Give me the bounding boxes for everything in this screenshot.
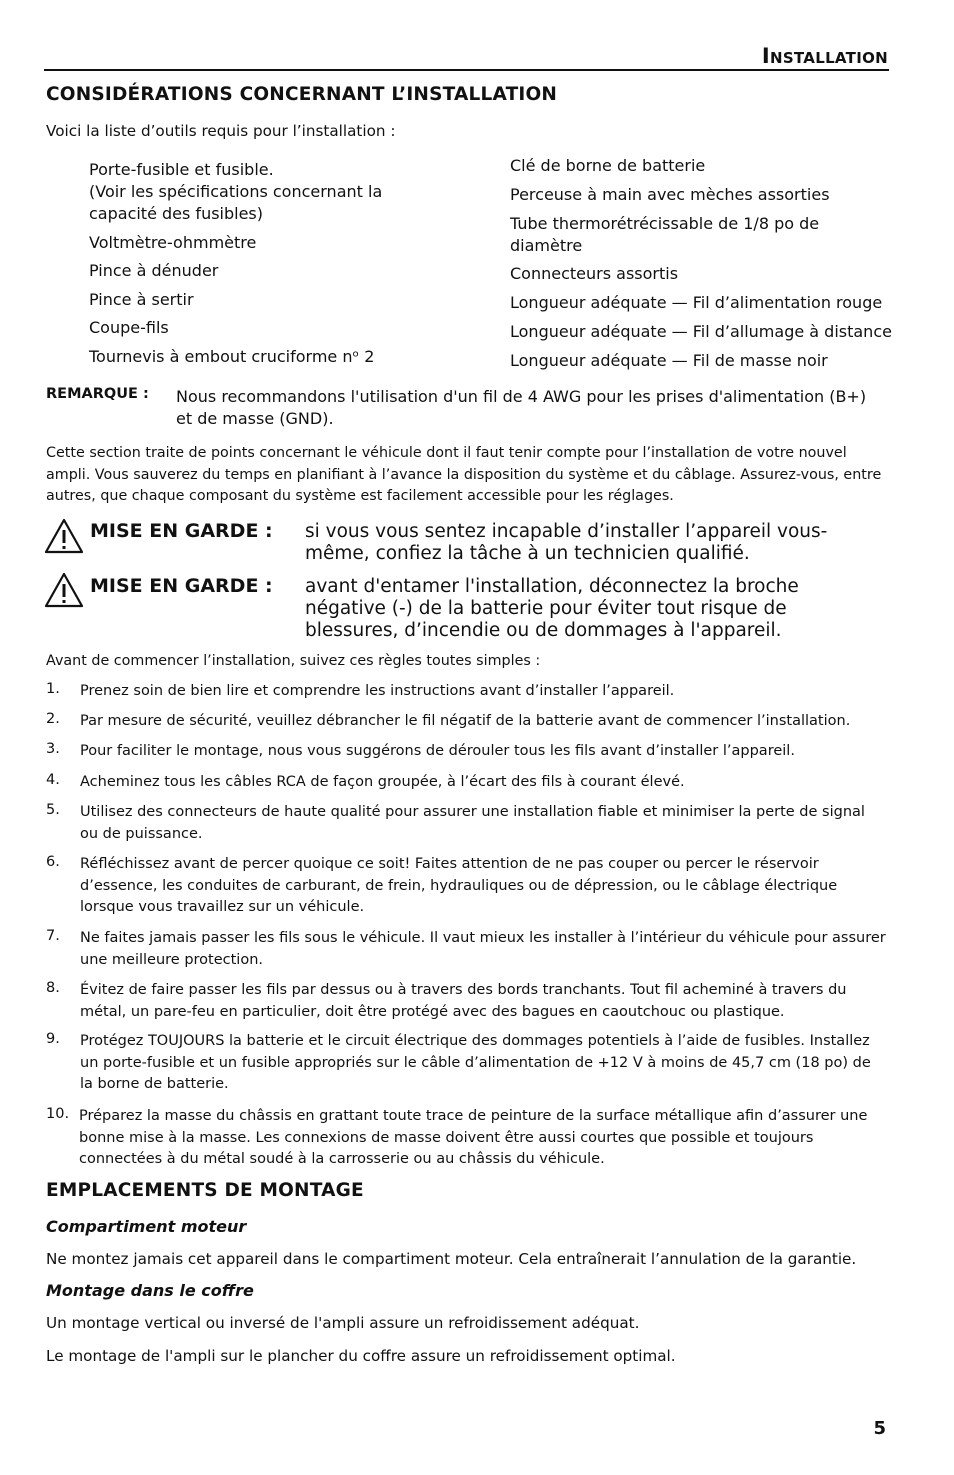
tool-item: Longueur adéquate — Fil d’allumage à distance (510, 321, 892, 341)
warning-icon (44, 572, 84, 608)
tool-item: Voltmètre-ohmmètre (89, 232, 257, 252)
mounting-heading: EMPLACEMENTS DE MONTAGE (46, 1180, 364, 1201)
tool-item: Coupe-fils (89, 318, 169, 337)
rule-number: 7. (46, 928, 60, 944)
header-rule (44, 69, 889, 71)
rules-intro: Avant de commencer l’installation, suivez ces règles toutes simples : (46, 653, 541, 669)
rule-number: 1. (46, 681, 60, 697)
warning-text: si vous vous sentez incapable d’installer l’appareil vous-même, confiez la tâche à un technicien qualifié. (305, 521, 828, 564)
tool-item: Tube thermorétrécissable de 1/8 po de diamètre (510, 213, 820, 255)
trunk-subheading: Montage dans le coffre (46, 1281, 254, 1300)
rule-text: Ne faites jamais passer les fils sous le véhicule. Il vaut mieux les installer à l’intérieur du véhicule pour assurer une meilleure protection. (80, 930, 886, 968)
section-description: Cette section traite de points concernant le véhicule dont il faut tenir compte pour l’installation de votre nouvel ampli. Vous sauverez du temps en planifiant à l’avance la disposition du système et du câblage. Assurez-vous, entre autres, que chaque composant du système est facilement accessible pour les réglages. (46, 445, 882, 504)
rule-number: 9. (46, 1031, 60, 1047)
tool-item: Tournevis à embout cruciforme nᵒ 2 (89, 346, 375, 366)
rule-number: 4. (46, 772, 60, 788)
rule-number: 3. (46, 741, 60, 757)
tool-item: Clé de borne de batterie (510, 156, 706, 175)
rule-number: 10. (46, 1106, 70, 1122)
rule-number: 5. (46, 802, 60, 818)
warning-label: MISE EN GARDE : (90, 575, 273, 597)
tools-list-right (510, 155, 900, 379)
rule-text: Préparez la masse du châssis en grattant toute trace de peinture de la surface métallique afin d’assurer une bonne mise à la masse. Les connexions de masse doivent être aussi courtes que possible et toujours connectées à du métal soudé à la carrosserie ou au châssis du véhicule. (79, 1108, 868, 1168)
tools-list-left (89, 159, 449, 374)
warning-icon (44, 518, 84, 554)
considerations-heading: CONSIDÉRATIONS CONCERNANT L’INSTALLATION (46, 84, 558, 105)
engine-text: Ne montez jamais cet appareil dans le compartiment moteur. Cela entraînerait l’annulation de la garantie. (46, 1250, 857, 1268)
tool-item: Longueur adéquate — Fil de masse noir (510, 350, 828, 370)
section-title: Installation (761, 44, 888, 68)
page-number: 5 (873, 1418, 886, 1439)
tool-item: Porte-fusible et fusible. (Voir les spécifications concernant la capacité des fusibles) (89, 160, 383, 223)
rule-text: Par mesure de sécurité, veuillez débrancher le fil négatif de la batterie avant de commencer l’installation. (80, 713, 851, 729)
rule-text: Prenez soin de bien lire et comprendre les instructions avant d’installer l’appareil. (80, 683, 675, 699)
rule-number: 2. (46, 711, 60, 727)
note-label: REMARQUE : (46, 386, 149, 402)
warning-label: MISE EN GARDE : (90, 520, 273, 542)
tool-item: Connecteurs assortis (510, 264, 679, 284)
tool-item: Longueur adéquate — Fil d’alimentation rouge (510, 293, 883, 313)
rule-text: Utilisez des connecteurs de haute qualité pour assurer une installation fiable et minimiser la perte de signal ou de puissance. (80, 804, 865, 842)
rule-text: Protégez TOUJOURS la batterie et le circuit électrique des dommages potentiels à l’aide de fusibles. Installez un porte-fusible et un fusible appropriés sur le câble d’alimentation de +12 V à moins de 45,7 cm (18 po) de la borne de batterie. (80, 1033, 871, 1093)
warning-text: avant d'entamer l'installation, déconnectez la broche négative (-) de la batterie pour éviter tout risque de blessures, d’incendie ou de dommages à l'appareil. (305, 576, 799, 641)
tool-item: Pince à sertir (89, 289, 194, 309)
rule-text: Pour faciliter le montage, nous vous suggérons de dérouler tous les fils avant d’installer l’appareil. (80, 743, 795, 759)
tool-item: Pince à dénuder (89, 261, 219, 280)
trunk-text: Le montage de l'ampli sur le plancher du coffre assure un refroidissement optimal. (46, 1347, 676, 1365)
note-text: Nous recommandons l'utilisation d'un fil de 4 AWG pour les prises d'alimentation (B+) et de masse (GND). (176, 387, 867, 428)
trunk-text: Un montage vertical ou inversé de l'ampli assure un refroidissement adéquat. (46, 1314, 640, 1332)
tools-intro: Voici la liste d’outils requis pour l’installation : (46, 122, 396, 140)
rule-number: 6. (46, 854, 60, 870)
rule-text: Évitez de faire passer les fils par dessus ou à travers des bords tranchants. Tout fil acheminé à travers du métal, un pare-feu en particulier, doit être protégé avec des bagues en caoutchouc ou plastique. (80, 982, 847, 1020)
rule-text: Acheminez tous les câbles RCA de façon groupée, à l’écart des fils à courant élevé. (80, 774, 685, 790)
rule-text: Réfléchissez avant de percer quoique ce soit! Faites attention de ne pas couper ou percer le réservoir d’essence, les conduites de carburant, de frein, hydrauliques ou de dépression, ou le câblage électrique lorsque vous travaillez sur un véhicule. (80, 856, 838, 916)
tool-item: Perceuse à main avec mèches assorties (510, 184, 830, 204)
engine-subheading: Compartiment moteur (46, 1217, 247, 1236)
rule-number: 8. (46, 980, 60, 996)
